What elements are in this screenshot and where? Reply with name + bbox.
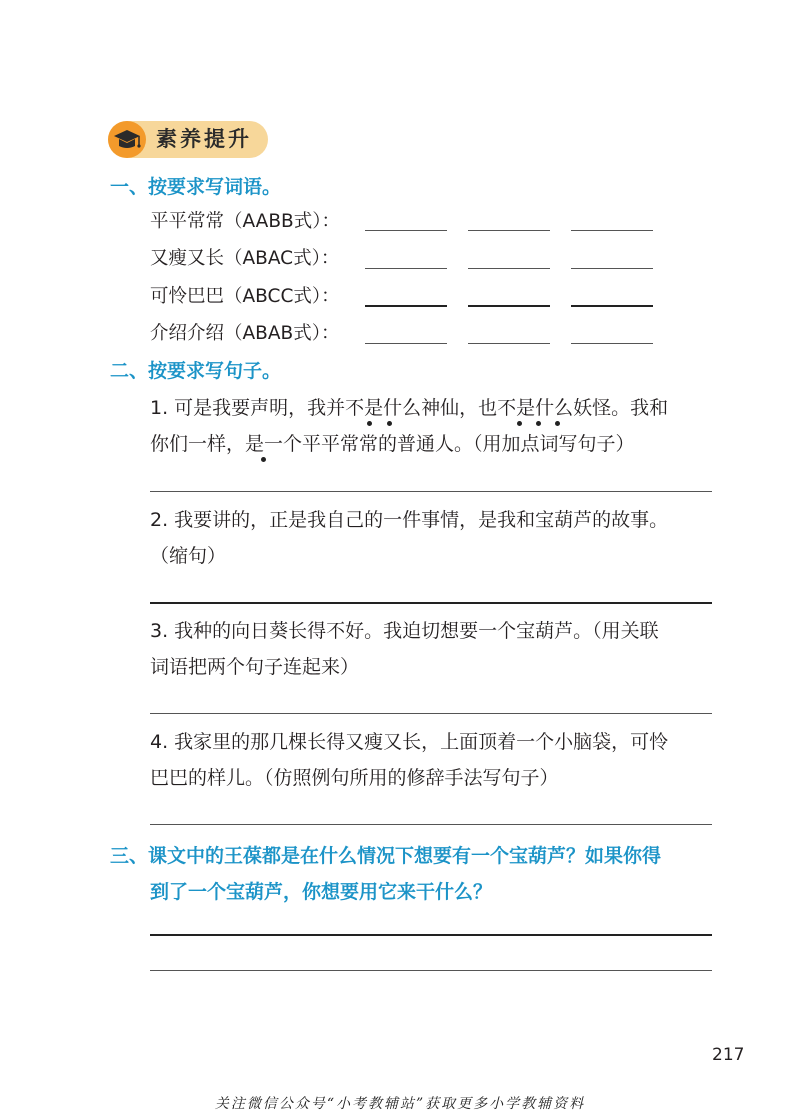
page-number: 217 — [712, 1045, 745, 1065]
answer-blank[interactable] — [468, 343, 550, 344]
emphasis-dot — [387, 421, 392, 426]
word-row-label: 可怜巴巴（ABCC式）： — [150, 286, 340, 307]
answer-line[interactable] — [150, 602, 712, 604]
answer-blank[interactable] — [468, 305, 550, 307]
answer-blank[interactable] — [365, 268, 447, 269]
emphasis-dot — [367, 421, 372, 426]
answer-line[interactable] — [150, 713, 712, 714]
graduation-cap-icon — [108, 121, 146, 158]
answer-blank[interactable] — [571, 230, 653, 231]
emphasis-dot — [555, 421, 560, 426]
section-2-heading: 二、按要求写句子。 — [110, 360, 282, 382]
banner-title: 素养提升 — [156, 127, 252, 151]
question-4-line-2: 巴巴的样儿。（仿照例句所用的修辞手法写句子） — [150, 767, 559, 789]
section-1-heading: 一、按要求写词语。 — [110, 176, 282, 198]
answer-line[interactable] — [150, 491, 712, 492]
question-2-line-2: （缩句） — [150, 545, 227, 567]
answer-blank[interactable] — [468, 268, 550, 269]
emphasis-dot — [261, 457, 266, 462]
answer-blank[interactable] — [571, 268, 653, 269]
answer-blank[interactable] — [571, 343, 653, 344]
answer-blank[interactable] — [365, 230, 447, 231]
question-4-line-1: 4. 我家里的那几棵长得又瘦又长，上面顶着一个小脑袋，可怜 — [150, 731, 669, 753]
question-3-line-1: 3. 我种的向日葵长得不好。我迫切想要一个宝葫芦。（用关联 — [150, 620, 659, 642]
emphasis-dot — [517, 421, 522, 426]
word-row-label: 平平常常（AABB式）： — [150, 211, 340, 232]
answer-line[interactable] — [150, 934, 712, 936]
answer-blank[interactable] — [365, 305, 447, 307]
word-row-label: 介绍介绍（ABAB式）： — [150, 323, 340, 344]
answer-blank[interactable] — [571, 305, 653, 307]
word-row-label: 又瘦又长（ABAC式）： — [150, 248, 340, 269]
question-3-line-2: 词语把两个句子连起来） — [150, 656, 360, 678]
answer-line[interactable] — [150, 824, 712, 825]
answer-blank[interactable] — [365, 343, 447, 344]
question-1-line-2: 你们一样，是一个平平常常的普通人。（用加点词写句子） — [150, 433, 635, 455]
footer-notice: 关注微信公众号“小考教辅站”获取更多小学教辅资料 — [214, 1096, 586, 1112]
section-3-line-1: 三、课文中的王葆都是在什么情况下想要有一个宝葫芦？如果你得 — [110, 845, 662, 867]
emphasis-dot — [536, 421, 541, 426]
answer-blank[interactable] — [468, 230, 550, 231]
answer-line[interactable] — [150, 970, 712, 971]
section-3-line-2: 到了一个宝葫芦，你想要用它来干什么？ — [150, 881, 493, 903]
question-2-line-1: 2. 我要讲的，正是我自己的一件事情，是我和宝葫芦的故事。 — [150, 509, 669, 531]
question-1-line-1: 1. 可是我要声明，我并不是什么神仙，也不是什么妖怪。我和 — [150, 397, 669, 419]
